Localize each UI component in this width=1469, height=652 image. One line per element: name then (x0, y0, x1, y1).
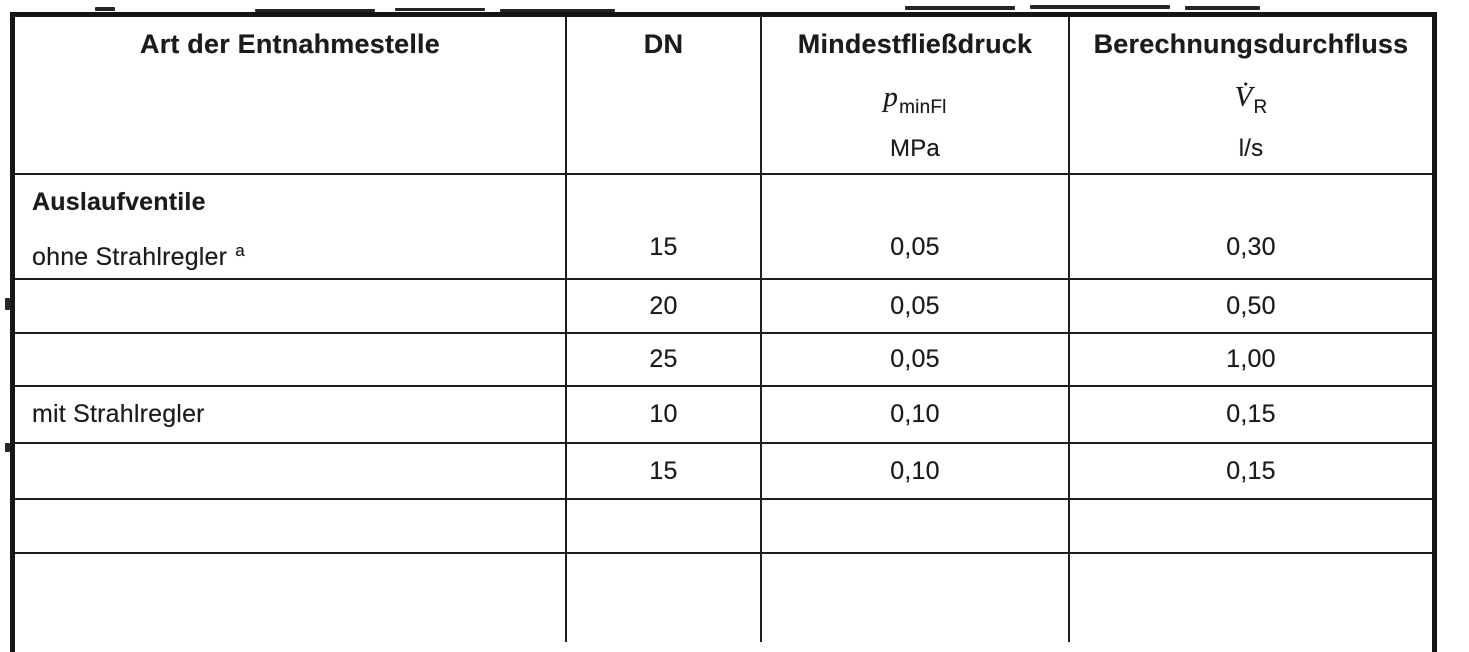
header-mindestfliessdruck (760, 17, 1068, 173)
cell-dn-row4: 10 (565, 385, 760, 442)
cell-pressure-row2: 0,05 (760, 278, 1068, 332)
symbol-base: p (883, 81, 899, 113)
cell-art-row1 (15, 173, 565, 278)
cell-pressure-row4: 0,10 (760, 385, 1068, 442)
cell-dn-row1: 15 (565, 173, 760, 278)
column-label: Berechnungsdurchfluss (1093, 29, 1409, 59)
flow-unit: l/s (1238, 135, 1264, 162)
cell-art-row7 (15, 552, 565, 642)
header-art-der-entnahmestelle (15, 17, 565, 173)
cell-pressure-row3: 0,05 (760, 332, 1068, 385)
pressure-symbol (883, 81, 947, 118)
column-label: Art der Entnahmestelle (140, 29, 440, 59)
pressure-unit: MPa (890, 135, 940, 162)
cell-art-row6 (15, 498, 565, 552)
header-dn (565, 17, 760, 173)
cell-art-row2 (15, 278, 565, 332)
cell-flow-row2: 0,50 (1068, 278, 1432, 332)
cell-art-row3 (15, 332, 565, 385)
flow-symbol (1234, 81, 1268, 118)
entnahmestellen-table (10, 12, 1437, 652)
cell-pressure-row6 (760, 498, 1068, 552)
cell-flow-row7 (1068, 552, 1432, 642)
cell-pressure-row7 (760, 552, 1068, 642)
footnote-marker: a (235, 241, 245, 260)
cell-flow-row1: 0,30 (1068, 173, 1432, 278)
cell-dn-row7 (565, 552, 760, 642)
cell-dn-row2: 20 (565, 278, 760, 332)
scan-artifact (395, 8, 485, 11)
scan-artifact (1185, 6, 1260, 10)
cell-art-row5 (15, 442, 565, 498)
scan-artifact (1030, 5, 1170, 9)
column-label: DN (643, 29, 684, 59)
cell-pressure-row5: 0,10 (760, 442, 1068, 498)
scan-artifact (95, 7, 115, 11)
cell-pressure-row1: 0,05 (760, 173, 1068, 278)
cell-dn-row5: 15 (565, 442, 760, 498)
cell-flow-row4: 0,15 (1068, 385, 1432, 442)
cell-flow-row5: 0,15 (1068, 442, 1432, 498)
symbol-subscript: minFl (899, 97, 947, 118)
cell-flow-row3: 1,00 (1068, 332, 1432, 385)
cell-flow-row6 (1068, 498, 1432, 552)
cell-dn-row6 (565, 498, 760, 552)
row-label-text: ohne Strahlregler (32, 243, 228, 271)
scan-artifact (905, 6, 1015, 10)
header-berechnungsdurchfluss (1068, 17, 1432, 173)
row-group-title: Auslaufventile (32, 188, 206, 216)
row-label (32, 242, 245, 273)
column-label: Mindestfließdruck (797, 29, 1033, 59)
cell-art-row4: mit Strahlregler (15, 385, 565, 442)
symbol-subscript: R (1253, 97, 1268, 118)
cell-dn-row3: 25 (565, 332, 760, 385)
symbol-base: V̇ (1234, 81, 1253, 113)
